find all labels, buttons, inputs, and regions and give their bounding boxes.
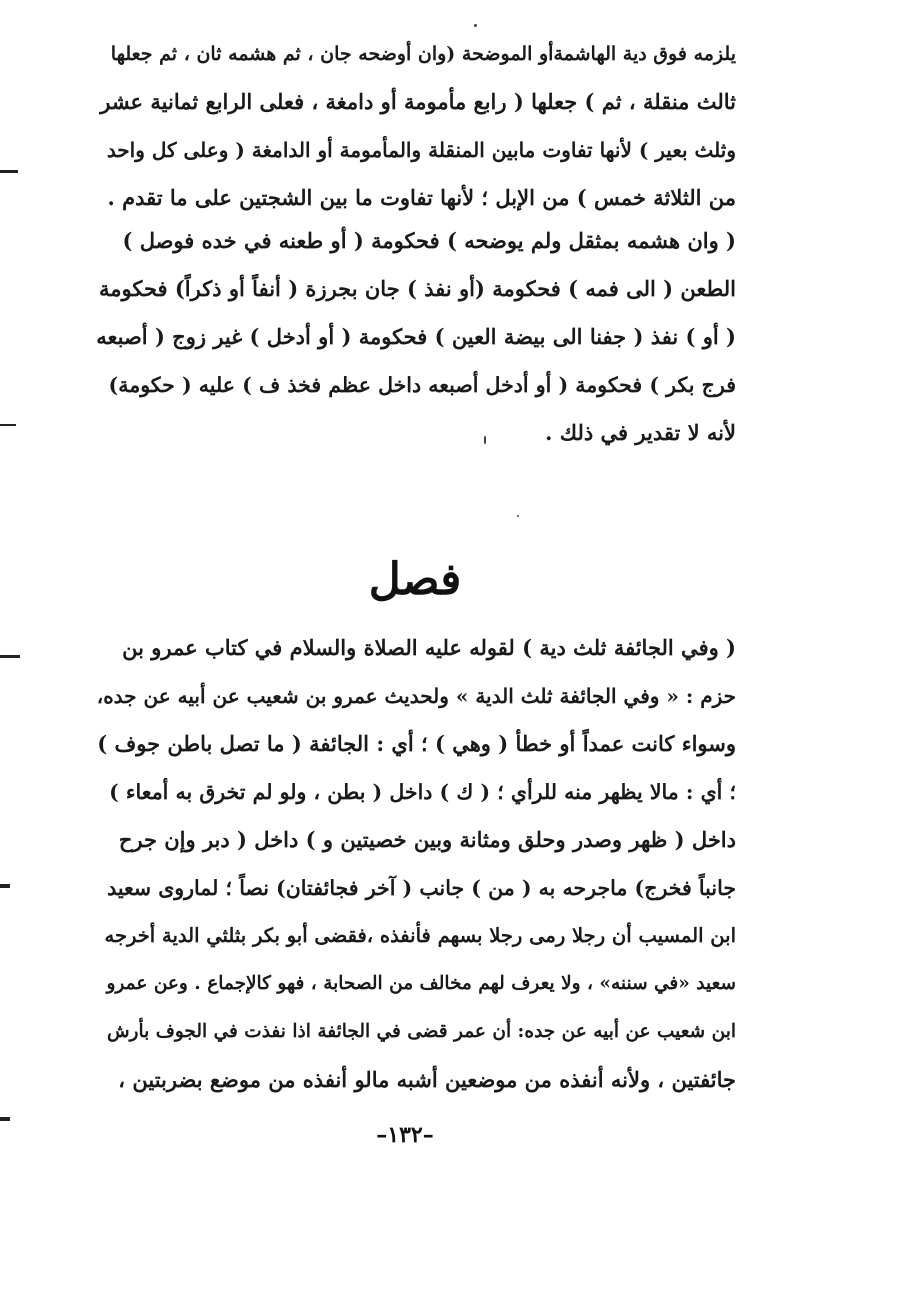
text-line: حزم : « وفي الجائفة ثلث الدية » ولحديث عمرو بن شعيب عن أبيه عن جده، (96, 684, 736, 708)
text-line: فرج بكر ) فحكومة ( أو أدخل أصبعه داخل عظم فخذ ف ) عليه ( حكومة) (108, 373, 736, 397)
text-line: ( وان هشمه بمثقل ولم يوضحه ) فحكومة ( أو طعنه في خده فوصل ) (122, 228, 736, 253)
scan-speck (517, 515, 519, 517)
section-heading: فصل (368, 554, 462, 605)
scan-edge-mark (0, 884, 10, 888)
text-line: ( وفي الجائفة ثلث دية ) لقوله عليه الصلاة والسلام في كتاب عمرو بن (122, 635, 736, 660)
scan-edge-mark (0, 1117, 10, 1121)
text-line: داخل ( ظهر وصدر وحلق ومثانة وبين خصيتين و ) داخل ( دبر وإن جرح (118, 827, 736, 852)
text-line: جانباً فخرج) ماجرحه به ( من ) جانب ( آخر فجائفتان) نصاً ؛ لماروى سعيد (107, 876, 736, 900)
text-line: ( أو ) نفذ ( جفنا الى بيضة العين ) فحكومة ( أو أدخل ) غير زوج ( أصبعه (96, 324, 736, 349)
text-line: ثالث منقلة ، ثم ) جعلها ( رابع مأمومة أو دامغة ، فعلى الرابع ثمانية عشر (100, 89, 736, 114)
text-line: من الثلاثة خمس ) من الإبل ؛ لأنها تفاوت ما بين الشجتين على ما تقدم . (107, 185, 736, 210)
text-line: ابن المسيب أن رجلا رمى رجلا بسهم فأنفذه ،فقضى أبو بكر بثلثي الدية أخرجه (104, 924, 736, 947)
text-line: جائفتين ، ولأنه أنفذه من موضعين أشبه مالو أنفذه من موضع بضربتين ، (118, 1067, 736, 1092)
text-line: وثلث بعير ) لأنها تفاوت مابين المنقلة والمأمومة أو الدامغة ( وعلى كل واحد (106, 138, 736, 162)
text-line: سعيد «في سننه» ، ولا يعرف لهم مخالف من الصحابة ، فهو كالإجماع . وعن عمرو (106, 973, 736, 994)
paragraph-hashm (96, 217, 736, 457)
text-line: يلزمه فوق دية الهاشمةأو الموضحة (وان أوضحه جان ، ثم هشمه ثان ، ثم جعلها (110, 43, 736, 65)
scan-edge-mark (0, 655, 20, 658)
text-line: لأنه لا تقدير في ذلك . (545, 420, 736, 445)
scan-edge-mark (0, 424, 16, 426)
scan-speck (474, 24, 477, 27)
paragraph-jaifa (96, 624, 736, 1104)
text-line: الطعن ( الى فمه ) فحكومة (أو نفذ ) جان بجرزة ( أنفاً أو ذكراً) فحكومة (99, 276, 736, 301)
page-number: –١٣٢– (376, 1122, 434, 1148)
scan-edge-mark (0, 170, 18, 173)
paragraph-continuation (96, 30, 736, 222)
text-line: ؛ أي : مالا يظهر منه للرأي ؛ ( ك ) داخل ( بطن ، ولو لم تخرق به أمعاء ) (109, 780, 736, 804)
scan-speck (484, 436, 486, 444)
text-line: وسواء كانت عمداً أو خطأ ( وهي ) ؛ أي : الجائفة ( ما تصل باطن جوف ) (97, 731, 736, 756)
text-line: ابن شعيب عن أبيه عن جده: أن عمر قضى في الجائفة اذا نفذت في الجوف بأرش (106, 1021, 736, 1042)
